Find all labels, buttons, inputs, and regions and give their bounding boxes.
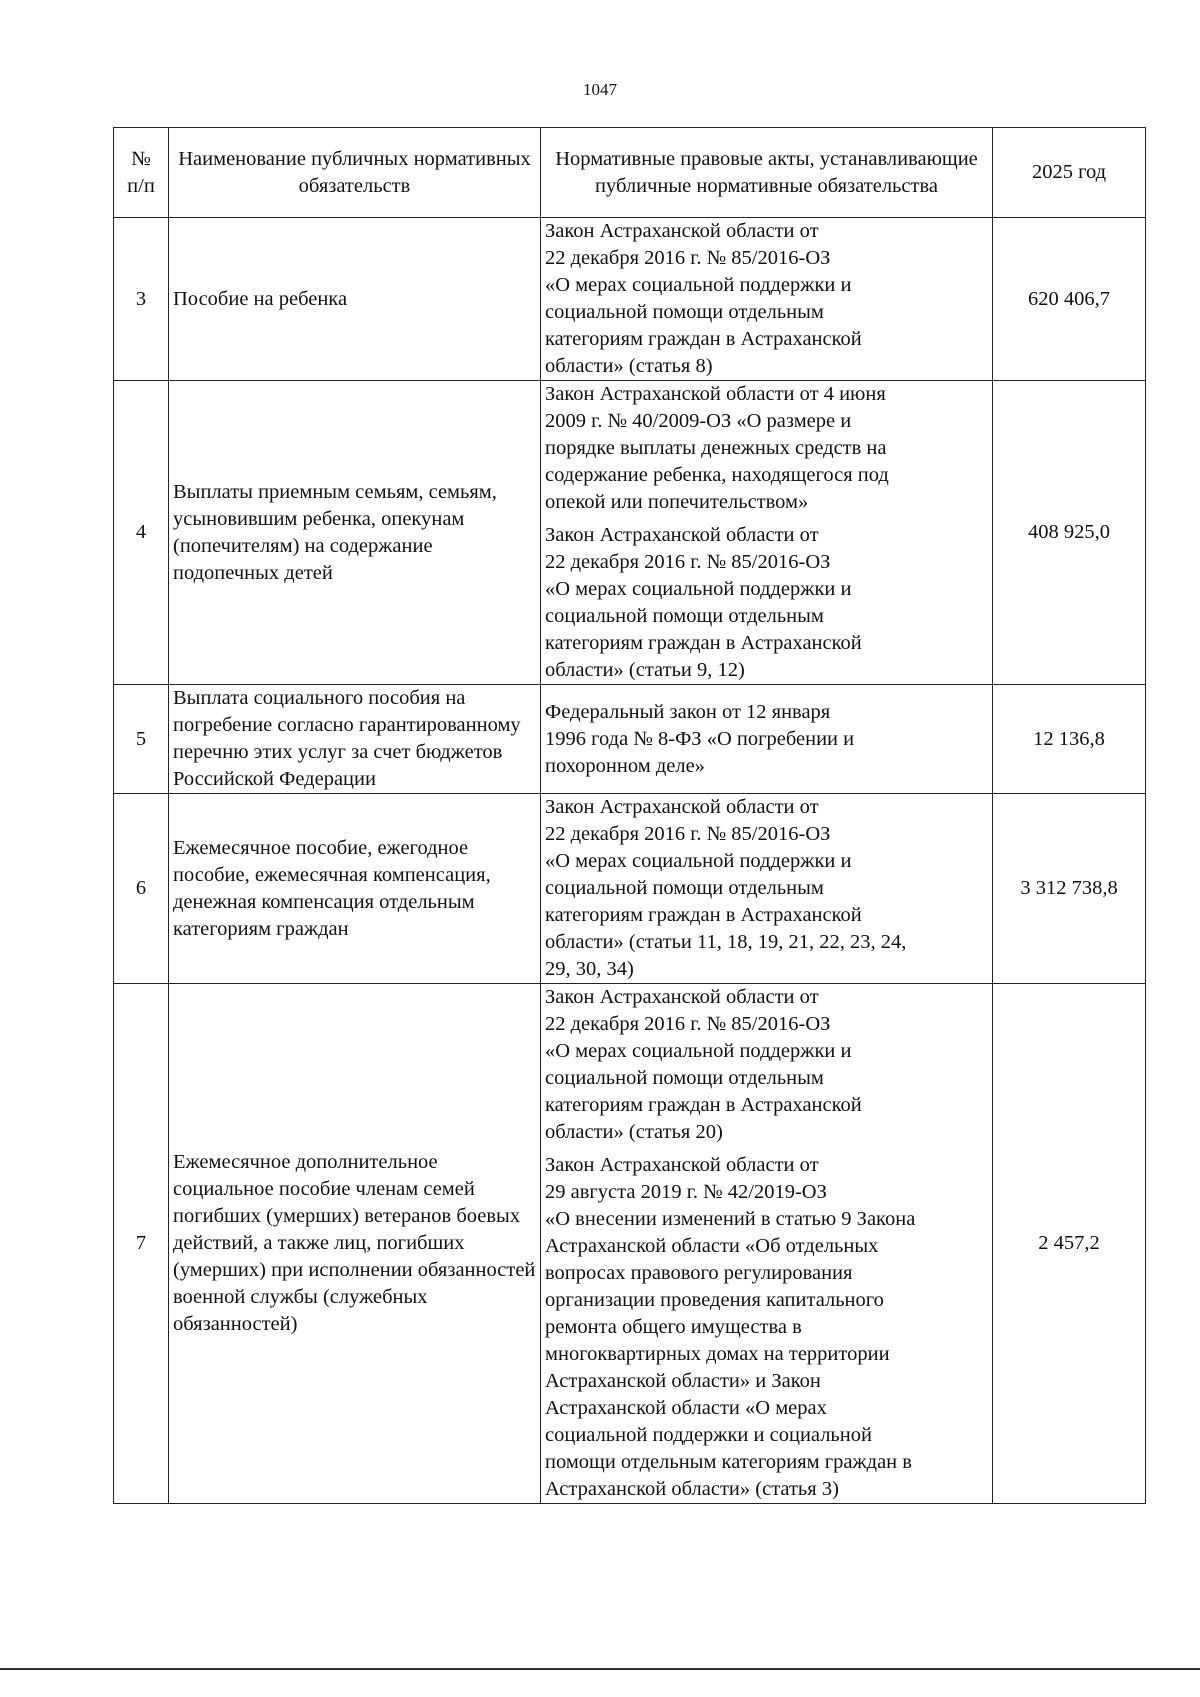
legal-act: Закон Астраханской области от 22 декабря 2016 г. № 85/2016-ОЗ «О мерах социальной поддержки и социальной помощи отдельным категориям граждан в Астраханской области» (статья 8) bbox=[545, 220, 862, 377]
table-row bbox=[114, 381, 1146, 685]
legal-acts-cell bbox=[541, 685, 993, 794]
legal-acts-cell bbox=[541, 381, 993, 685]
legal-acts-cell bbox=[541, 984, 993, 1504]
page-number: 1047 bbox=[583, 80, 617, 99]
header-num: № п/п bbox=[114, 128, 169, 218]
amount-2025: 620 406,7 bbox=[993, 218, 1146, 381]
table-row bbox=[114, 218, 1146, 381]
obligation-name: Ежемесячное дополнительное социальное пособие членам семей погибших (умерших) ветеранов боевых действий, а также лиц, погибших (умерших) при исполнении обязанностей военной службы (служебных обязанностей) bbox=[169, 984, 541, 1504]
table-row bbox=[114, 794, 1146, 984]
legal-act: Федеральный закон от 12 января 1996 года № 8-ФЗ «О погребении и похоронном деле» bbox=[545, 700, 855, 777]
obligation-name: Пособие на ребенка bbox=[169, 218, 541, 381]
legal-act: Закон Астраханской области от 4 июня 2009 г. № 40/2009-ОЗ «О размере и порядке выплаты денежных средств на содержание ребенка, находящегося под опекой или попечительством» bbox=[545, 383, 889, 513]
obligation-name: Ежемесячное пособие, ежегодное пособие, ежемесячная компенсация, денежная компенсация отдельным категориям граждан bbox=[169, 794, 541, 984]
legal-act: Закон Астраханской области от 22 декабря 2016 г. № 85/2016-ОЗ «О мерах социальной поддержки и социальной помощи отдельным категориям граждан в Астраханской области» (статьи 11, 18, 19, 21, 22, 23, 24, 29, 30, 34) bbox=[545, 796, 907, 980]
legal-act: Закон Астраханской области от 22 декабря 2016 г. № 85/2016-ОЗ «О мерах социальной поддержки и социальной помощи отдельным категориям граждан в Астраханской области» (статья 20) bbox=[545, 986, 862, 1143]
table-header-row bbox=[114, 128, 1146, 218]
row-number: 5 bbox=[114, 685, 169, 794]
obligations-table bbox=[113, 127, 1146, 1504]
row-number: 7 bbox=[114, 984, 169, 1504]
amount-2025: 3 312 738,8 bbox=[993, 794, 1146, 984]
bottom-divider bbox=[0, 1668, 1200, 1670]
legal-act: Закон Астраханской области от 22 декабря 2016 г. № 85/2016-ОЗ «О мерах социальной поддержки и социальной помощи отдельным категориям граждан в Астраханской области» (статьи 9, 12) bbox=[545, 524, 862, 681]
amount-2025: 12 136,8 bbox=[993, 685, 1146, 794]
row-number: 3 bbox=[114, 218, 169, 381]
header-acts: Нормативные правовые акты, устанавливающие публичные нормативные обязательства bbox=[541, 128, 993, 218]
header-sum: 2025 год bbox=[993, 128, 1146, 218]
obligation-name: Выплаты приемным семьям, семьям, усыновившим ребенка, опекунам (попечителям) на содержание подопечных детей bbox=[169, 381, 541, 685]
amount-2025: 2 457,2 bbox=[993, 984, 1146, 1504]
header-name: Наименование публичных нормативных обязательств bbox=[169, 128, 541, 218]
obligation-name: Выплата социального пособия на погребение согласно гарантированному перечню этих услуг за счет бюджетов Российской Федерации bbox=[169, 685, 541, 794]
amount-2025: 408 925,0 bbox=[993, 381, 1146, 685]
row-number: 6 bbox=[114, 794, 169, 984]
row-number: 4 bbox=[114, 381, 169, 685]
table-row bbox=[114, 685, 1146, 794]
legal-acts-cell bbox=[541, 794, 993, 984]
legal-act: Закон Астраханской области от 29 августа 2019 г. № 42/2019-ОЗ «О внесении изменений в статью 9 Закона Астраханской области «Об отдельных вопросах правового регулирования организации проведения капитального ремонта общего имущества в многоквартирных домах на территории Астраханской области» и Закон Астраханской области «О мерах социальной поддержки и социальной помощи отдельным категориям граждан в Астраханской области» (статья 3) bbox=[545, 1154, 916, 1500]
table-row bbox=[114, 984, 1146, 1504]
legal-acts-cell bbox=[541, 218, 993, 381]
